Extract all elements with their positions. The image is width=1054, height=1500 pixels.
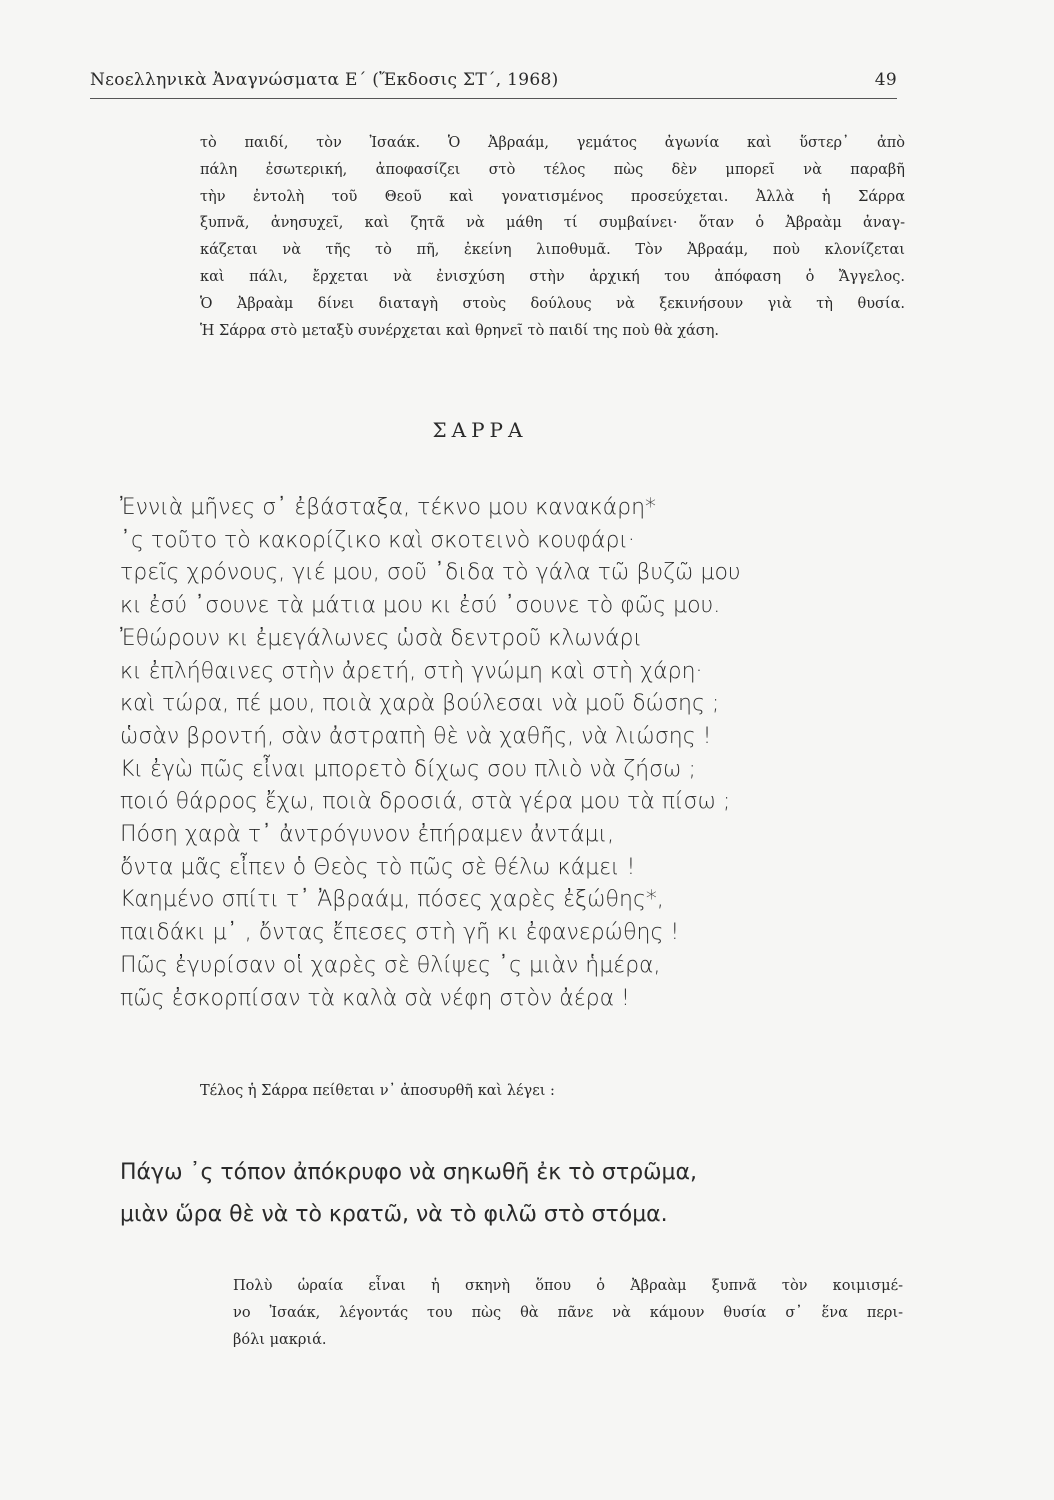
intro-line: Ἡ Σάρρα στὸ μεταξὺ συνέρχεται καὶ θρηνεῖ τὸ παιδί της ποὺ θὰ χάση.	[200, 322, 720, 339]
poem-verse: ποιό θάρρος ἔχω, ποιὰ δροσιά, στὰ γέρα μου τὰ πίσω ;	[120, 789, 731, 815]
note-line: βόλι μακριά.	[233, 1332, 327, 1348]
poem-verse: καὶ τώρα, πέ μου, ποιὰ χαρὰ βούλεσαι νὰ μοῦ δώσης ;	[120, 691, 720, 717]
stage-direction: Τέλος ἡ Σάρρα πείθεται ν᾽ ἀποσυρθῆ καὶ λέγει :	[200, 1083, 555, 1099]
running-header	[90, 70, 897, 90]
header-rule	[90, 98, 897, 99]
note-line: Πολὺ ὡραία εἶναι ἡ σκηνὴ ὅπου ὁ Ἀβραὰμ ξυπνᾶ τὸν κοιμισμέ-	[233, 1278, 903, 1294]
page-number: 49	[874, 70, 897, 90]
poem-verse: παιδάκι μ᾽ , ὄντας ἔπεσες στὴ γῆ κι ἐφανερώθης !	[120, 920, 680, 946]
intro-paragraph	[200, 130, 905, 344]
intro-line: Ὁ Ἀβραὰμ δίνει διαταγὴ στοὺς δούλους νὰ ξεκινήσουν γιὰ τὴ θυσία.	[200, 295, 905, 312]
intro-line: ξυπνᾶ, ἀνησυχεῖ, καὶ ζητᾶ νὰ μάθη τί συμβαίνει· ὅταν ὁ Ἀβραὰμ ἀναγ-	[200, 215, 905, 232]
poem-verse: ᾽ς τοῦτο τὸ κακορίζικο καὶ σκοτεινὸ κουφάρι·	[120, 527, 635, 553]
poem-couplet	[120, 1152, 910, 1236]
intro-line: τὸ παιδί, τὸν Ἰσαάκ. Ὁ Ἀβραάμ, γεμάτος ἀγωνία καὶ ὕστερ᾽ ἀπὸ	[200, 135, 905, 151]
commentary-note	[233, 1273, 903, 1354]
poem-verse: Πάγω ᾽ς τόπον ἀπόκρυφο νὰ σηκωθῆ ἐκ τὸ στρῶμα,	[120, 1160, 697, 1185]
poem-stanza	[120, 492, 910, 1015]
intro-line: καὶ πάλι, ἔρχεται νὰ ἐνισχύση στὴν ἀρχική του ἀπόφαση ὁ Ἄγγελος.	[200, 268, 905, 285]
poem-verse: κι ἐσύ ᾽σουνε τὰ μάτια μου κι ἐσύ ᾽σουνε τὸ φῶς μου.	[120, 593, 721, 619]
poem-verse: τρεῖς χρόνους, γιέ μου, σοῦ ᾽διδα τὸ γάλα τῶ βυζῶ μου	[120, 560, 741, 586]
poem-verse: Πόση χαρὰ τ᾽ ἀντρόγυνον ἐπήραμεν ἀντάμι,	[120, 822, 615, 848]
intro-line: πάλη ἐσωτερική, ἀποφασίζει στὸ τέλος πὼς δὲν μπορεῖ νὰ παραβῆ	[200, 161, 905, 178]
poem-verse: ὡσὰν βροντή, σὰν ἀστραπὴ θὲ νὰ χαθῆς, νὰ λιώσης !	[120, 723, 712, 749]
poem-verse: Καημένο σπίτι τ᾽ Ἀβραάμ, πόσες χαρὲς ἐξώθης*,	[120, 887, 664, 913]
poem-verse: Ἐννιὰ μῆνες σ᾽ ἐβάσταξα, τέκνο μου κανακάρη*	[120, 495, 657, 520]
intro-line: τὴν ἐντολὴ τοῦ Θεοῦ καὶ γονατισμένος προσεύχεται. Ἀλλὰ ἡ Σάρρα	[200, 188, 905, 205]
poem-verse: πῶς ἐσκορπίσαν τὰ καλὰ σὰ νέφη στὸν ἀέρα !	[120, 985, 630, 1011]
poem-verse: κι ἐπλήθαινες στὴν ἀρετή, στὴ γνώμη καὶ στὴ χάρη·	[120, 658, 703, 684]
note-line: νο Ἰσαάκ, λέγοντάς του πὼς θὰ πᾶνε νὰ κάμουν θυσία σ᾽ ἕνα περι-	[233, 1305, 903, 1321]
poem-verse: Κι ἐγὼ πῶς εἶναι μπορετὸ δίχως σου πλιὸ νὰ ζήσω ;	[120, 756, 696, 782]
poem-verse: μιὰν ὥρα θὲ νὰ τὸ κρατῶ, νὰ τὸ φιλῶ στὸ στόμα.	[120, 1202, 668, 1227]
poem-title: ΣΑΡΡΑ	[432, 418, 528, 442]
poem-verse: Ἐθώρουν κι ἐμεγάλωνες ὡσὰ δεντροῦ κλωνάρι	[120, 625, 643, 651]
intro-line: κάζεται νὰ τῆς τὸ πῆ, ἐκείνη λιποθυμᾶ. Τὸν Ἀβραάμ, ποὺ κλονίζεται	[200, 242, 905, 259]
poem-verse: Πῶς ἐγυρίσαν οἱ χαρὲς σὲ θλίψες ᾽ς μιὰν ἡμέρα,	[120, 952, 661, 978]
running-title: Νεοελληνικὰ Ἀναγνώσματα Ε΄ (Ἔκδοσις ΣΤ΄, 1968)	[90, 70, 559, 90]
poem-verse: ὄντα μᾶς εἶπεν ὁ Θεὸς τὸ πῶς σὲ θέλω κάμει !	[120, 854, 636, 880]
